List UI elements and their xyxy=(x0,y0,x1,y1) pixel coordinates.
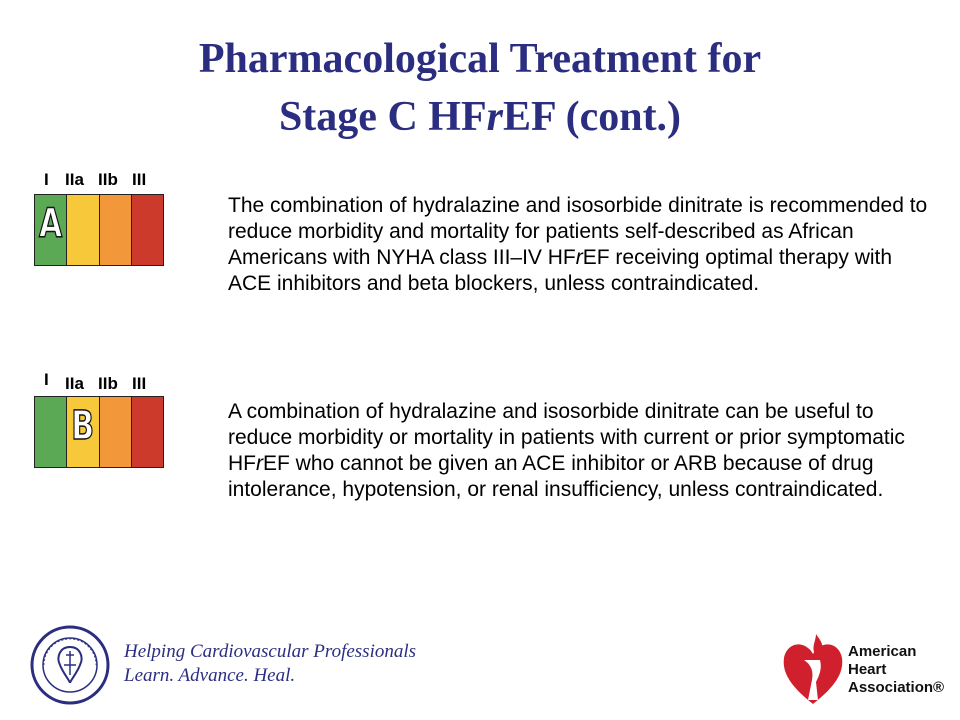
aha-line-2: Heart xyxy=(848,661,887,678)
title-line-1: Pharmacological Treatment for xyxy=(198,36,762,82)
class-iia-box xyxy=(67,397,99,467)
class-label-iii: III xyxy=(132,374,147,393)
class-label-iia: IIa xyxy=(65,170,84,189)
acc-tagline-line-2: Learn. Advance. Heal. xyxy=(124,665,296,686)
aha-wordmark xyxy=(848,643,944,697)
class-label-iib: IIb xyxy=(98,170,118,189)
aha-line-3: Association® xyxy=(848,679,945,696)
class-labels xyxy=(34,170,164,194)
level-letter: A xyxy=(39,201,63,247)
recommendation-text-2: A combination of hydralazine and isosorbide dinitrate can be useful to reduce morbidity or mortality in patients with current or prior symptomatic HFrEF who cannot be given an ACE inhibitor or ARB because of drug intolerance, hypotension, or renal insufficiency, unless contraindicated. xyxy=(228,400,905,501)
class-i-box xyxy=(35,195,67,265)
class-label-i: I xyxy=(44,170,49,189)
class-iii-box xyxy=(132,195,163,265)
class-label-iia: IIa xyxy=(65,374,84,393)
acc-tagline-line-1: Helping Cardiovascular Professionals xyxy=(124,641,417,662)
class-grid-level-b xyxy=(34,372,164,468)
class-boxes xyxy=(34,396,164,468)
class-boxes xyxy=(34,194,164,266)
aha-heart-torch-logo xyxy=(780,630,846,708)
class-iia-box xyxy=(67,195,99,265)
title-line-2: Stage C HFrEF (cont.) xyxy=(278,94,682,140)
class-label-iib: IIb xyxy=(98,374,118,393)
class-iib-box xyxy=(100,397,132,467)
class-label-iii: III xyxy=(132,170,147,189)
class-label-i: I xyxy=(44,370,49,389)
class-grid-level-a xyxy=(34,170,164,266)
class-iii-box xyxy=(132,397,163,467)
class-iib-box xyxy=(100,195,132,265)
aha-line-1: American xyxy=(848,643,917,660)
acc-tagline xyxy=(124,640,416,688)
acc-seal-logo xyxy=(30,625,110,705)
recommendation-text-1: The combination of hydralazine and isosorbide dinitrate is recommended to reduce morbidity and mortality for patients self-described as African Americans with NYHA class III–IV HFrEF receiving optimal therapy with ACE inhibitors and beta blockers, unless contraindicated. xyxy=(228,194,928,295)
class-i-box xyxy=(35,397,67,467)
class-labels xyxy=(34,372,164,396)
level-letter: B xyxy=(71,403,95,449)
slide-title xyxy=(0,30,960,146)
